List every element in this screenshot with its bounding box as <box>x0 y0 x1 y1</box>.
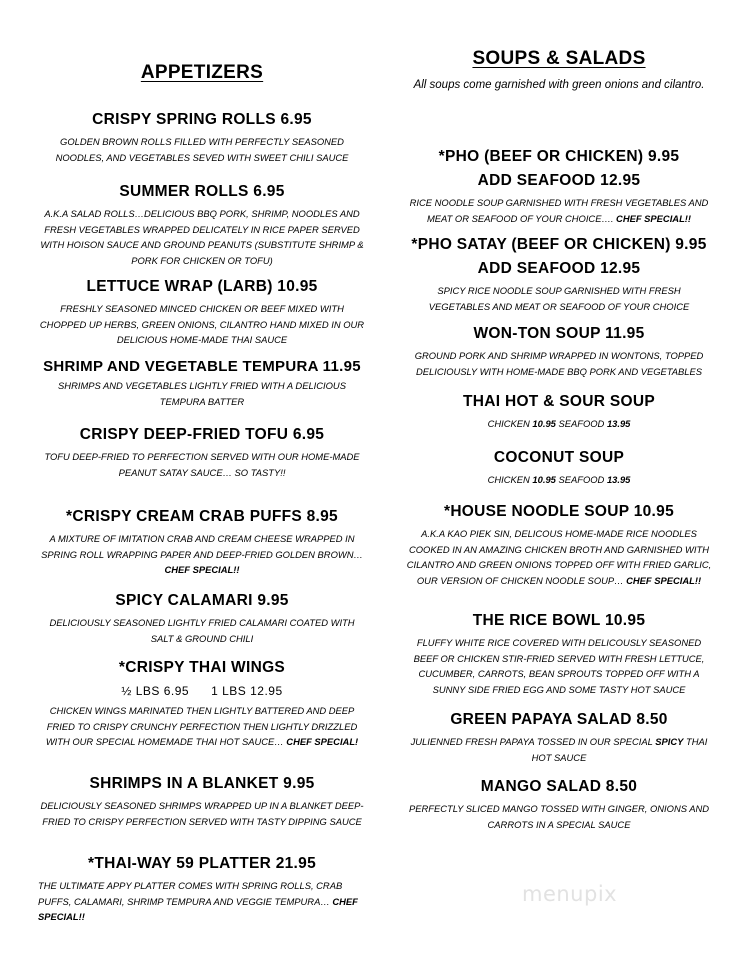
chef-special-tag: CHEF SPECIAL!! <box>38 895 358 922</box>
item-description: A.K.A KAO PIEK SIN, DELICOUS HOME-MADE RICE NOODLES COOKED IN AN AMAZING CHICKEN BROTH AND GARNISHED WITH CILANTRO AND GREEN ONIONS TOPPED OFF WITH FRIED GARLIC, OUR VERSION OF CHICKEN NOODLE SOUP… CHEF SPECIAL!! <box>406 528 712 586</box>
item-description: PERFECTLY SLICED MANGO TOSSED WITH GINGER, ONIONS AND CARROTS IN A SPECIAL SAUCE <box>408 803 710 830</box>
item-name: LETTUCE WRAP (LARB) 10.95 <box>86 278 318 295</box>
item-name: CRISPY DEEP-FRIED TOFU 6.95 <box>79 426 325 443</box>
item-name: MANGO SALAD 8.50 <box>480 778 638 795</box>
soups-heading: SOUPS & SALADS <box>472 48 646 69</box>
item-name: CRISPY SPRING ROLLS 6.95 <box>92 111 312 128</box>
item-name: COCONUT SOUP <box>493 449 625 466</box>
item-name-seafood: ADD SEAFOOD 12.95 <box>477 172 641 189</box>
item-description: GROUND PORK AND SHRIMP WRAPPED IN WONTONS, TOPPED DELICIOUSLY WITH HOME-MADE BBQ PORK AND VEGETABLES <box>414 350 704 377</box>
item-name: GREEN PAPAYA SALAD 8.50 <box>450 711 668 728</box>
menu-item-platter <box>32 852 372 925</box>
item-prices: CHICKEN 10.95 SEAFOOD 13.95 <box>487 474 631 485</box>
item-description: THE ULTIMATE APPY PLATTER COMES WITH SPRING ROLLS, CRAB PUFFS, CALAMARI, SHRIMP TEMPURA AND VEGGIE TEMPURA… CHEF SPECIAL!! <box>38 880 358 922</box>
menu-item-crab-puffs <box>32 505 372 578</box>
watermark-logo: menupix <box>522 882 618 906</box>
menu-item-rice-bowl <box>400 609 718 697</box>
item-name: *CRISPY THAI WINGS <box>118 659 286 676</box>
wings-prices: ½ LBS 6.95 1 LBS 12.95 <box>121 684 283 698</box>
item-name: WON-TON SOUP 11.95 <box>473 325 645 342</box>
item-name: THE RICE BOWL 10.95 <box>472 612 646 629</box>
item-name: *PHO (BEEF OR CHICKEN) 9.95 <box>438 148 680 165</box>
item-prices: CHICKEN 10.95 SEAFOOD 13.95 <box>487 418 631 429</box>
item-description: DELICIOUSLY SEASONED SHRIMPS WRAPPED UP IN A BLANKET DEEP-FRIED TO CRISPY PERFECTION SERVED WITH TASTY DIPPING SAUCE <box>40 800 364 827</box>
item-name: SUMMER ROLLS 6.95 <box>119 183 285 200</box>
item-description: TOFU DEEP-FRIED TO PERFECTION SERVED WITH OUR HOME-MADE PEANUT SATAY SAUCE… SO TASTY!! <box>44 451 360 478</box>
item-description: JULIENNED FRESH PAPAYA TOSSED IN OUR SPECIAL SPICY THAI HOT SAUCE <box>410 736 708 763</box>
item-name: THAI HOT & SOUR SOUP <box>462 393 655 410</box>
chef-special-tag: CHEF SPECIAL!! <box>164 564 240 575</box>
item-name: *THAI-WAY 59 PLATTER 21.95 <box>87 855 317 872</box>
menu-item-pho-satay <box>400 233 718 314</box>
item-name: SHRIMP AND VEGETABLE TEMPURA 11.95 <box>43 358 361 375</box>
menu-item-wonton <box>400 322 718 379</box>
menu-item-papaya-salad <box>400 708 718 765</box>
menu-item-tofu <box>32 423 372 480</box>
chef-special-tag: CHEF SPECIAL!! <box>616 212 692 224</box>
menu-item-shrimp-blanket <box>32 772 372 829</box>
item-description: GOLDEN BROWN ROLLS FILLED WITH PERFECTLY SEASONED NOODLES, AND VEGETABLES SEVED WITH SWEET CHILI SAUCE <box>55 136 349 163</box>
item-name: *PHO SATAY (BEEF OR CHICKEN) 9.95 <box>411 236 707 253</box>
menu-item-thai-wings <box>32 656 372 750</box>
menu-item-spring-rolls <box>32 108 372 165</box>
menu-item-hot-sour <box>400 390 718 432</box>
item-name: *CRISPY CREAM CRAB PUFFS 8.95 <box>66 508 338 525</box>
menu-item-pho <box>400 145 718 226</box>
appetizers-heading: APPETIZERS <box>140 62 264 83</box>
chef-special-tag: CHEF SPECIAL! <box>286 736 359 747</box>
chef-special-tag: CHEF SPECIAL!! <box>626 574 702 586</box>
item-description: A MIXTURE OF IMITATION CRAB AND CREAM CHEESE WRAPPED IN SPRING ROLL WRAPPING PAPER AND DEEP-FRIED GOLDEN BROWN… CHEF SPECIAL!! <box>41 533 363 575</box>
item-description: SHRIMPS AND VEGETABLES LIGHTLY FRIED WITH A DELICIOUS TEMPURA BATTER <box>58 380 346 407</box>
item-name: *HOUSE NOODLE SOUP 10.95 <box>443 503 674 520</box>
menu-item-house-noodle <box>400 500 718 588</box>
item-name-seafood: ADD SEAFOOD 12.95 <box>477 260 641 277</box>
menu-item-tempura <box>32 357 372 409</box>
item-name: SPICY CALAMARI 9.95 <box>115 592 289 609</box>
menu-item-calamari <box>32 589 372 646</box>
soups-note: All soups come garnished with green onions and cilantro. <box>413 79 705 91</box>
item-description: DELICIOUSLY SEASONED LIGHTLY FRIED CALAMARI COATED WITH SALT & GROUND CHILI <box>49 617 355 644</box>
item-description: SPICY RICE NOODLE SOUP GARNISHED WITH FRESH VEGETABLES AND MEAT OR SEAFOOD OF YOUR CHOICE <box>428 285 690 312</box>
item-description: FRESHLY SEASONED MINCED CHICKEN OR BEEF MIXED WITH CHOPPED UP HERBS, GREEN ONIONS, CILANTRO HAND MIXED IN OUR DELICIOUS HOME-MADE THAI SAUCE <box>39 303 365 345</box>
item-description: CHICKEN WINGS MARINATED THEN LIGHTLY BATTERED AND DEEP FRIED TO CRISPY CRUNCHY PERFECTION THEN LIGHTLY DRIZZLED WITH OUR SPECIAL HOMEMADE THAI HOT SAUCE… CHEF SPECIAL! <box>45 705 359 747</box>
menu-item-lettuce-wrap <box>32 275 372 348</box>
menu-item-mango-salad <box>400 775 718 832</box>
item-description: FLUFFY WHITE RICE COVERED WITH DELICOUSLY SEASONED BEEF OR CHICKEN STIR-FRIED SERVED WITH FRESH LETTUCE, CUCUMBER, CARROTS, BEAN SPROUTS TOPPED OFF WITH A SUNNY SIDE FRIED EGG AND SOME TASTY HOT SAUCE <box>413 637 705 695</box>
item-name: SHRIMPS IN A BLANKET 9.95 <box>89 775 315 792</box>
menu-item-summer-rolls <box>32 180 372 268</box>
menu-item-coconut <box>400 446 718 488</box>
item-description: A.K.A SALAD ROLLS…DELICIOUS BBQ PORK, SHRIMP, NOODLES AND FRESH VEGETABLES WRAPPED DELICATELY IN RICE PAPER SERVED WITH HOISON SAUCE AND GROUND PEANUTS (SUBSTITUTE SHRIMP & PORK FOR CHICKEN OR TOFU) <box>40 208 364 266</box>
item-description: RICE NOODLE SOUP GARNISHED WITH FRESH VEGETABLES AND MEAT OR SEAFOOD OF YOUR CHOICE…. CHEF SPECIAL!! <box>409 197 709 224</box>
